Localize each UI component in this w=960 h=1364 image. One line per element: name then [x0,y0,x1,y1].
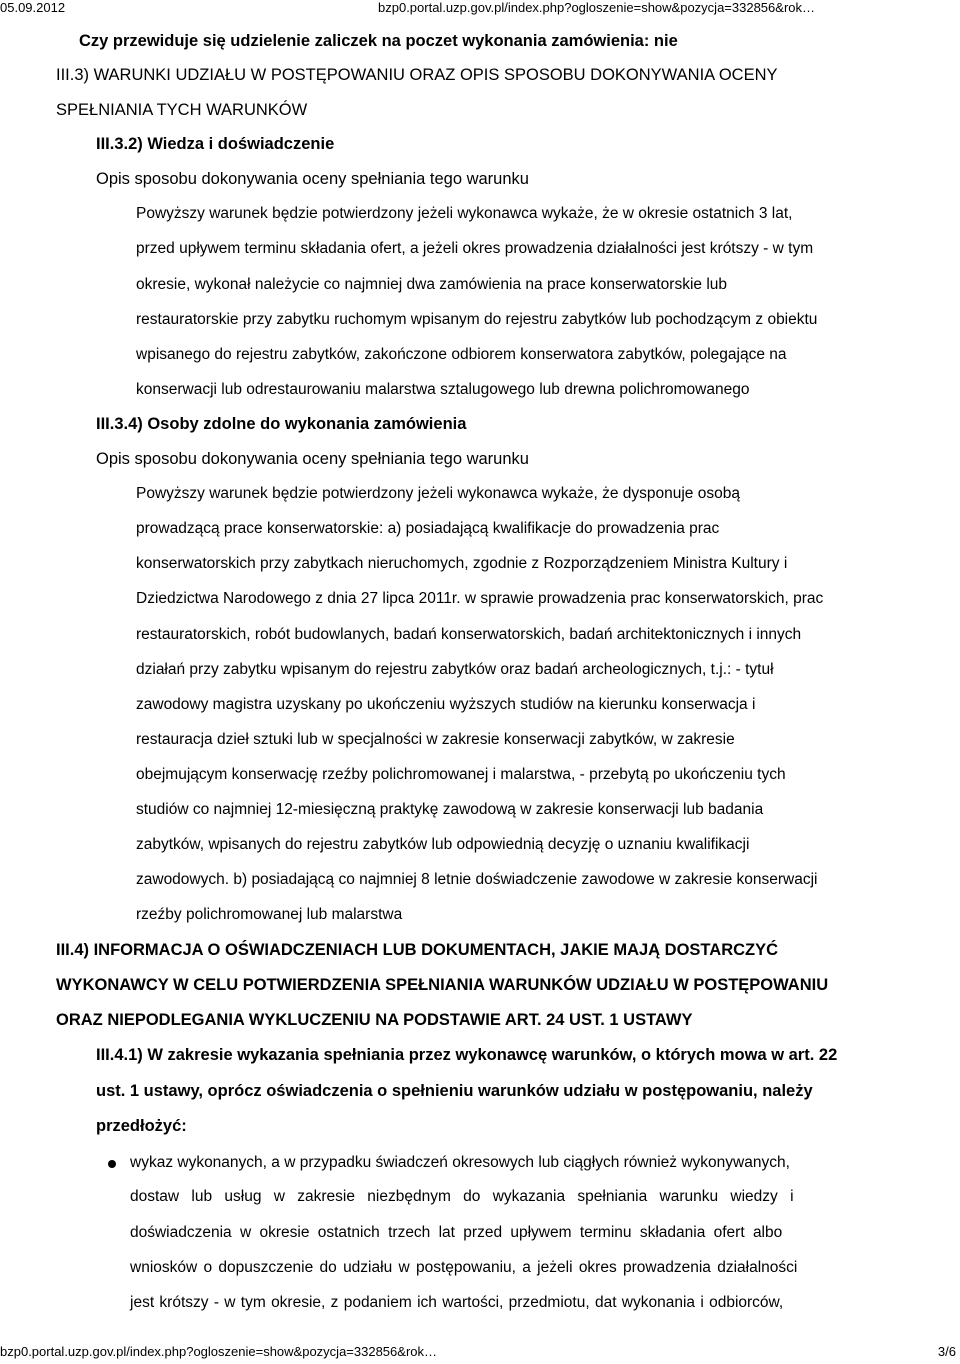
s334-text-line: obejmującym konserwację rzeźby polichromowanej i malarstwa, - przebytą po ukończeniu tych [136,766,786,783]
s334-text-line: studiów co najmniej 12-miesięczną praktykę zawodową w zakresie konserwacji lub badania [136,801,764,818]
page-number: 3/6 [937,1344,956,1359]
s332-text-line: przed upływem terminu składania ofert, a jeżeli okres prowadzenia działalności jest krótszy - w tym [136,240,814,257]
s334-text-line: restauracja dzieł sztuki lub w specjalności w zakresie konserwacji zabytków, w zakresie [136,731,735,748]
print-footer [0,1343,960,1361]
section-3-3-title-line1: III.3) WARUNKI UDZIAŁU W POSTĘPOWANIU ORAZ OPIS SPOSOBU DOKONYWANIA OCENY [56,66,778,84]
section-3-3-title-line2: SPEŁNIANIA TYCH WARUNKÓW [56,101,308,119]
s334-text-line: Powyższy warunek będzie potwierdzony jeżeli wykonawca wykaże, że dysponuje osobą [136,485,740,502]
section-3-3-4-title: III.3.4) Osoby zdolne do wykonania zamówienia [96,415,467,433]
print-footer-url: bzp0.portal.uzp.gov.pl/index.php?ogloszenie=show&pozycja=332856&rok… [0,1344,437,1359]
bullet-text-line-content: dostaw lub usług w zakresie niezbędnym do wykazania spełniania warunku wiedzy i [130,1188,794,1205]
s332-text-line: okresie, wykonał należycie co najmniej dwa zamówienia na prace konserwatorskie lub [136,276,728,293]
list-bullet [108,1160,116,1168]
bullet-text-line: jest krótszy - w tym okresie, z podaniem ich wartości, przedmiotu, dat wykonania i odbiorców, [130,1294,784,1311]
section-3-3-4-desc-label: Opis sposobu dokonywania oceny spełniania tego warunku [96,450,529,468]
section-3-4-1-title-line3: przedłożyć: [96,1117,187,1135]
bullet-text-line: wykaz wykonanych, a w przypadku świadczeń okresowych lub ciągłych również wykonywanych, [130,1154,790,1171]
section-3-3-2-desc-label: Opis sposobu dokonywania oceny spełniania tego warunku [96,170,529,188]
section-3-4-title-line3: ORAZ NIEPODLEGANIA WYKLUCZENIU NA PODSTAWIE ART. 24 UST. 1 USTAWY [56,1011,693,1029]
s334-text-line: zawodowy magistra uzyskany po ukończeniu wyższych studiów na kierunku konserwacja i [136,696,756,713]
s332-text-line: Powyższy warunek będzie potwierdzony jeżeli wykonawca wykaże, że w okresie ostatnich 3 lat, [136,205,793,222]
advance-payment-line: Czy przewiduje się udzielenie zaliczek na poczet wykonania zamówienia: nie [79,32,678,50]
print-header [0,0,960,16]
s334-text-line: Dziedzictwa Narodowego z dnia 27 lipca 2011r. w sprawie prowadzenia prac konserwatorskich, prac [136,590,824,607]
s332-text-line: restauratorskie przy zabytku ruchomym wpisanym do rejestru zabytków lub pochodzącym z obiektu [136,311,818,328]
bullet-text-line: doświadczenia w okresie ostatnich trzech lat przed upływem terminu składania ofert albo [130,1224,783,1241]
section-3-4-title-line1: III.4) INFORMACJA O OŚWIADCZENIACH LUB DOKUMENTACH, JAKIE MAJĄ DOSTARCZYĆ [56,941,779,959]
section-3-4-1-title-line2: ust. 1 ustawy, oprócz oświadczenia o spełnieniu warunków udziału w postępowaniu, należy [96,1082,813,1100]
s334-text-line: działań przy zabytku wpisanym do rejestru zabytków oraz badań archeologicznych, t.j.: - tytuł [136,661,774,678]
s332-text-line: konserwacji lub odrestaurowaniu malarstwa sztalugowego lub drewna polichromowanego [136,381,750,398]
s334-text-line: konserwatorskich przy zabytkach nieruchomych, zgodnie z Rozporządzeniem Ministra Kultury i [136,555,788,572]
s334-text-line: prowadzącą prace konserwatorskie: a) posiadającą kwalifikacje do prowadzenia prac [136,520,720,537]
print-header-url: bzp0.portal.uzp.gov.pl/index.php?ogloszenie=show&pozycja=332856&rok… [378,0,815,15]
s334-text-line: zabytków, wpisanych do rejestru zabytków lub odpowiednią decyzję o uznaniu kwalifikacji [136,836,750,853]
bullet-text-line: wniosków o dopuszczenie do udziału w postępowaniu, a jeżeli okres prowadzenia działalności [130,1259,798,1276]
s334-text-line: zawodowych. b) posiadającą co najmniej 8 letnie doświadczenie zawodowe w zakresie konserwacji [136,871,818,888]
bullet-text-line [130,1186,895,1208]
section-3-4-1-title-line1: III.4.1) W zakresie wykazania spełniania przez wykonawcę warunków, o których mowa w art. 22 [96,1046,838,1064]
s332-text-line: wpisanego do rejestru zabytków, zakończone odbiorem konserwatora zabytków, polegające na [136,346,787,363]
section-3-4-title-line2: WYKONAWCY W CELU POTWIERDZENIA SPEŁNIANIA WARUNKÓW UDZIAŁU W POSTĘPOWANIU [56,976,829,994]
print-date: 05.09.2012 [0,0,66,15]
s334-text-line: rzeźby polichromowanej lub malarstwa [136,906,403,923]
s334-text-line: restauratorskich, robót budowlanych, badań konserwatorskich, badań architektonicznych i innych [136,626,802,643]
section-3-3-2-title: III.3.2) Wiedza i doświadczenie [96,135,335,153]
